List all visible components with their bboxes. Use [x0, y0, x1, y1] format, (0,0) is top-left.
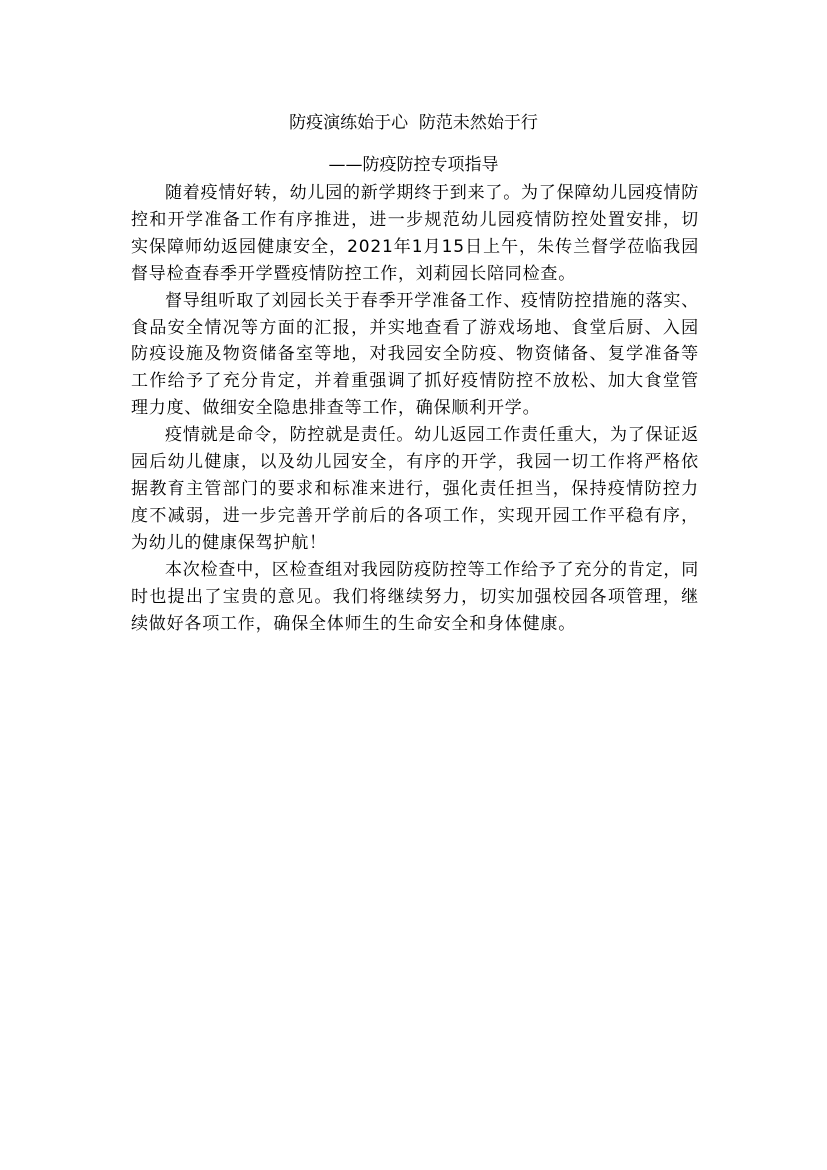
- paragraph-4: 本次检查中，区检查组对我园防疫防控等工作给予了充分的肯定，同时也提出了宝贵的意见。我们将继续努力，切实加强校园各项管理，继续做好各项工作，确保全体师生的生命安全和身体健康。: [131, 559, 699, 634]
- paragraph-3: 疫情就是命令，防控就是责任。幼儿返园工作责任重大，为了保证返园后幼儿健康，以及幼儿园安全，有序的开学，我园一切工作将严格依据教育主管部门的要求和标准来进行，强化责任担当，保持疫情防控力度不减弱，进一步完善开学前后的各项工作，实现开园工作平稳有序，为幼儿的健康保驾护航！: [131, 425, 699, 553]
- paragraph-1: 随着疫情好转，幼儿园的新学期终于到来了。为了保障幼儿园疫情防控和开学准备工作有序推进，进一步规范幼儿园疫情防控处置安排，切实保障师幼返园健康安全，2021年1月15日上午，朱传兰督学莅临我园督导检查春季开学暨疫情防控工作，刘莉园长陪同检查。: [131, 183, 699, 284]
- document-subtitle: ——防疫防控专项指导: [328, 155, 499, 175]
- document-title: 防疫演练始于心 防范未然始于行: [289, 113, 538, 133]
- document-body: [131, 180, 699, 637]
- paragraph-2: 督导组听取了刘园长关于春季开学准备工作、疫情防控措施的落实、食品安全情况等方面的汇报，并实地查看了游戏场地、食堂后厨、入园防疫设施及物资储备室等地，对我园安全防疫、物资储备、复学准备等工作给予了充分肯定，并着重强调了抓好疫情防控不放松、加大食堂管理力度、做细安全隐患排查等工作，确保顺利开学。: [131, 290, 699, 419]
